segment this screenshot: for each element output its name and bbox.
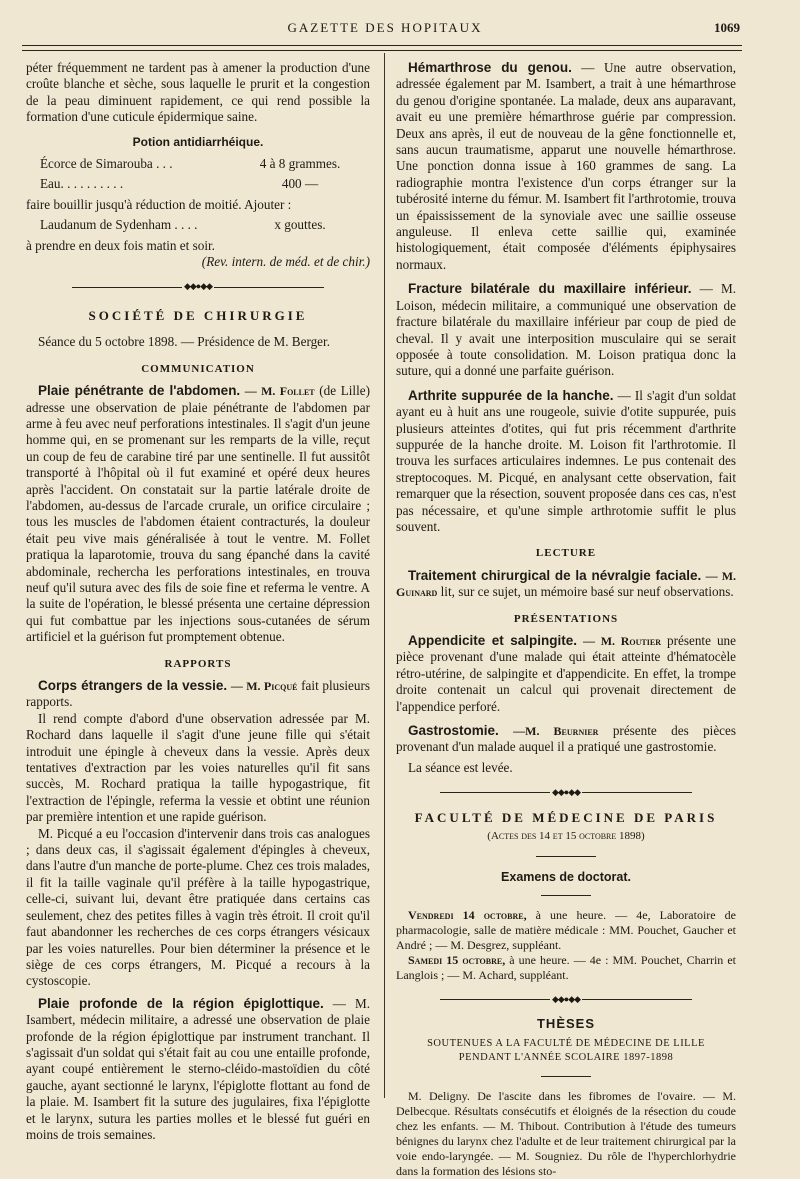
gastro-head: Gastrostomie. — [408, 723, 499, 739]
header-rule-2 — [22, 50, 742, 51]
gastro-author: —M. Beurnier — [513, 724, 599, 739]
left-column — [26, 60, 370, 1143]
corps-head: Corps étrangers de la vessie. — [38, 678, 228, 693]
recipe-line — [26, 176, 370, 192]
samedi-paragraph — [396, 953, 736, 983]
plaie-author: — M. Follet — [244, 384, 315, 399]
recipe-take: à prendre en deux fois matin et soir. — [26, 237, 215, 253]
appendicite-paragraph — [396, 633, 736, 715]
gastro-text: présente des pièces provenant d'un malade auquel il a pratiqué une gastrostomie. — [396, 723, 737, 755]
corps-paragraph — [26, 678, 370, 711]
lecture-heading: LECTURE — [535, 547, 597, 560]
recipe-source: (Rev. intern. de méd. et de chir.) — [201, 254, 370, 270]
header-rule — [22, 45, 742, 46]
faculte-subtitle: (Actes des 14 et 15 octobre 1898) — [487, 830, 645, 843]
column-divider — [384, 53, 385, 1098]
seance-levee: La séance est levée. — [408, 759, 513, 775]
fracture-head: Fracture bilatérale du maxillaire inférieur. — [408, 281, 692, 297]
running-head — [30, 18, 740, 40]
arthrite-head: Arthrite suppurée de la hanche. — [408, 387, 614, 403]
traitement-head: Traitement chirurgical de la névralgie faciale. — [408, 567, 702, 583]
hemarthrose-text: — Une autre observation, adressée également par M. Isambert, a trait à une hémarthrose du genou d'origine spontanée. La malade, deux ans auparavant, avait eu une première hémarthrose guérie par compression. Deux ans après, il eut de nouveau de la gêne fonctionnelle et, sans aucun traumatisme, apparut une nouvelle hémarthrose. Une ponction donna issue à 160 grammes de sang. La radiographie montra l'existence d'un corps étranger sur la tubérosité interne du fémur. M. Isambert fit l'arthrotomie, trouva un épaississement de la synoviale avec une saillie osseuse anguleuse. Il enleva cette saillie qui, examinée histologiquement, était composée d'éléments épiphysaires normaux. — [396, 60, 736, 272]
section-ornament: ◆◆●◆◆ — [26, 278, 370, 295]
plaie2-paragraph — [26, 996, 370, 1144]
seance-line: Séance du 5 octobre 1898. — Présidence de M. Berger. — [38, 334, 330, 350]
recipe-quantity: 400 — — [281, 176, 319, 192]
plaie2-text: — M. Isambert, médecin militaire, a adressé une observation de plaie profonde de la région épiglottique par instrument tranchant. Il s'agissait d'un soldat qui s'était fait au cou une entaille profonde, ayant coupé entièrement le sterno-cléido-mastoïdien du côté gauche, ayant sectionné le larynx, l'épiglotte flottant au fond de la plaie. M. Isambert fit la suture des jugulaires, fixa l'épiglotte et le larynx, sutura les parties molles et le blessé fut guéri en moins de trois semaines. — [26, 995, 370, 1142]
faculte-title: FACULTÉ DE MÉDECINE DE PARIS — [414, 809, 718, 825]
recipe-line — [26, 156, 370, 172]
theses-paragraph: M. Deligny. De l'ascite dans les fibromes de l'ovaire. — M. Delbecque. Résultats consécutifs et éloignés de la résection du coude chez les enfants. — M. Thibout. Contribution à l'étude des tumeurs bénignes du larynx chez l'adulte et de leur traitement chirurgical par la voie endo-laryngée. — M. Sougniez. Du rôle de l'hyperchlorhydrie dans la formation des lésions sto- — [396, 1088, 736, 1178]
right-column — [396, 60, 736, 1179]
theses-subtitle-1: SOUTENUES A LA FACULTÉ DE MÉDECINE DE LILLE — [427, 1037, 705, 1049]
short-rule — [396, 848, 736, 864]
short-rule — [396, 888, 736, 904]
short-rule — [396, 1069, 736, 1085]
recipe-line — [26, 217, 370, 233]
examens-title: Examens de doctorat. — [501, 869, 631, 884]
recipe-ingredient: Écorce de Simarouba . . . — [40, 156, 173, 172]
appendicite-head: Appendicite et salpingite. — [408, 633, 577, 648]
potion-title: Potion antidiarrhéique. — [132, 134, 264, 149]
section-ornament: ◆◆●◆◆ — [396, 991, 736, 1008]
plaie-paragraph — [26, 383, 370, 646]
communication-heading: COMMUNICATION — [141, 362, 255, 375]
presentations-heading: PRÉSENTATIONS — [513, 612, 619, 625]
rapports-heading: RAPPORTS — [164, 657, 232, 670]
intro-paragraph: péter fréquemment ne tardent pas à amener la production d'une croûte blanche et sèche, sous laquelle le prurit et la congestion de la peau diminuent rapidement, ce qui rend possible la formation d'une cuticule épidermique saine. — [26, 60, 370, 125]
fracture-text: — M. Loison, médecin militaire, a communiqué une observation de fracture bilatérale du maxillaire inférieur par coup de pied de cheval. Il y avait une interposition musculaire qui se serait opposée à toute consolidation. M. Loison pratiqua donc la suture, qui a donné une parfaite guérison. — [396, 281, 737, 379]
appendicite-author: — M. Routier — [582, 634, 661, 648]
corps-text: fait plusieurs rapports. — [26, 678, 371, 710]
plaie-head: Plaie pénétrante de l'abdomen. — [38, 383, 241, 399]
corps-paragraph-1: Il rend compte d'abord d'une observation adressée par M. Rochard dans laquelle il s'agit d'une jeune fille qui s'était introduit une épingle à cheveux dans la vessie. Après deux tentatives d'extraction par les voies naturelles qu'il fit sans succès, M. Rochard pratiqua la taille hypogastrique, fit l'extraction de l'épingle, referma la vessie et obtint une réunion par première intention et une rapide guérison. — [26, 710, 370, 825]
societe-title: SOCIÉTÉ DE CHIRURGIE — [88, 307, 308, 323]
recipe-boil: faire bouillir jusqu'à réduction de moitié. Ajouter : — [26, 196, 292, 212]
vendredi-paragraph — [396, 908, 736, 953]
traitement-paragraph — [396, 568, 736, 601]
recipe-quantity: x gouttes. — [274, 217, 326, 233]
page-number: 1069 — [714, 20, 740, 35]
arthrite-paragraph — [396, 388, 736, 536]
recipe-ingredient: Eau. . . . . . . . . . — [40, 176, 124, 192]
theses-title: THÈSES — [536, 1016, 595, 1032]
journal-title: GAZETTE DES HOPITAUX — [287, 20, 483, 35]
appendicite-text: présente une pièce provenant d'une malade qui était atteinte d'hématocèle rétro-utérine, de salpingite et d'appendicite. En effet, la trompe droite contenait un calcul qui provenait directement de l'appendice perforé. — [396, 633, 736, 714]
plaie-text: (de Lille) adresse une observation de plaie pénétrante de l'abdomen par arme à feu avec neuf perforations intestinales. Il s'agit d'un jeune homme qui, en se promenant sur les remparts de la ville, reçut un coup de feu de carabine tiré par une sentinelle. Il fut aussitôt transporté à l'hôpital où il fut examiné et opéré deux heures après l'accident. On constatait sur la partie latérale droite de l'abdomen, au-dessus de l'arcade crurale, un orifice circulaire ; tous les muscles de l'abdomen étaient contracturés, la douleur était peu vive mais généralisée à tout le ventre. M. Follet pratiqua la laparotomie, trouva du sang épanché dans la cavité abdominale, rechercha les perforations intestinales, en trouva neuf qu'il sutura avec des fils de soie fine et referma le ventre. A la suite de l'opération, le blessé présenta une certaine dépression qui fut combattue par les injections sous-cutanées de sérum artificiel et la guérison fut promptement obtenue. — [26, 383, 370, 645]
section-ornament: ◆◆●◆◆ — [396, 784, 736, 801]
corps-author: — M. Picqué — [230, 679, 298, 693]
hemarthrose-paragraph — [396, 60, 736, 273]
traitement-author: — M. Guinard — [396, 568, 737, 600]
vendredi-text: à une heure. — 4e, Laboratoire de pharmacologie, salle de matière médicale : MM. Pouchet, Gaucher et André ; — M. Desgrez, suppléant. — [396, 907, 737, 952]
traitement-text: lit, sur ce sujet, un mémoire basé sur neuf observations. — [440, 584, 734, 600]
plaie2-head: Plaie profonde de la région épiglottique. — [38, 995, 324, 1011]
gastro-paragraph — [396, 723, 736, 756]
samedi-label: Samedi 15 octobre, — [408, 952, 506, 967]
samedi-text: à une heure. — 4e : MM. Pouchet, Charrin et Langlois ; — M. Achard, suppléant. — [396, 952, 737, 982]
arthrite-text: — Il s'agit d'un soldat ayant eu à huit ans une rougeole, suivie d'otite suppurée, puis plusieurs atteintes d'otites, qui fut pris récemment d'arthrite suppurée de la hanche droite. M. Loison fit l'arthrotomie. Il trouva les surfaces articulaires indemnes. Le pus contenait des streptocoques. M. Picqué, en analysant cette observation, fait remarquer que la résection, souvent proposée dans ces cas, n'est pas nécessaire, et qu'une simple arthrotomie suffit le plus souvent. — [396, 387, 737, 534]
theses-subtitle-2: PENDANT L'ANNÉE SCOLAIRE 1897-1898 — [458, 1051, 674, 1063]
fracture-paragraph — [396, 281, 736, 379]
recipe-ingredient: Laudanum de Sydenham . . . . — [40, 217, 198, 233]
corps-paragraph-2: M. Picqué a eu l'occasion d'intervenir dans trois cas analogues ; dans deux cas, il s'agissait également d'épingles à cheveux, dans l'autre d'un manche de porte-plume. Chez ces trois malades, il fit la taille vaginale qu'il préfère à la taille hypogastrique, celle-ci, suivant lui, devant être pratiquée dans certains cas seulement, chez des petites filles à vagin très étroit. Il croit qu'il faut abandonner les recherches de ces corps étrangers vésicaux par les voies naturelles. Pour bien déterminer la présence et le siège de ces corps étrangers, M. Picqué a recours à la cystoscopie. — [26, 825, 370, 989]
vendredi-label: Vendredi 14 octobre, — [408, 907, 527, 922]
recipe-quantity: 4 à 8 grammes. — [259, 156, 341, 172]
hemarthrose-head: Hémarthrose du genou. — [408, 60, 572, 75]
